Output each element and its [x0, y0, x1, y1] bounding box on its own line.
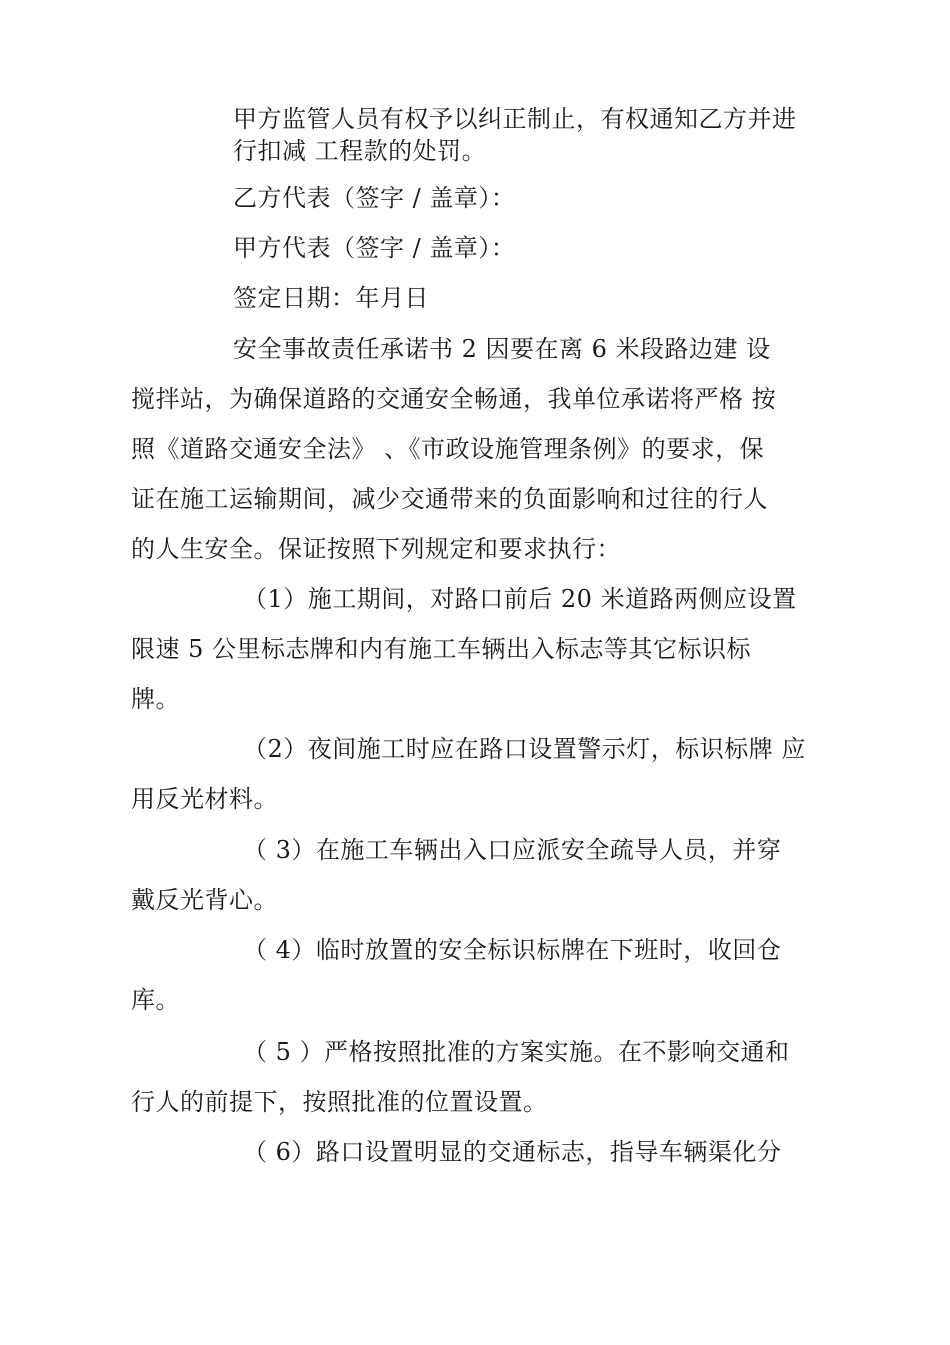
- list-item-3: （ 3）在施工车辆出入口应派安全疏导人员，并穿: [243, 836, 782, 864]
- list-item-1: （1）施工期间，对路口前后 20 米道路两侧应设置: [243, 585, 797, 613]
- list-item-5: （ 5 ）严格按照批准的方案实施。在不影响交通和: [243, 1038, 790, 1066]
- signature-line-party-a: 甲方代表（签字 / 盖章）：: [233, 234, 516, 262]
- signature-line-party-b: 乙方代表（签字 / 盖章）：: [233, 184, 516, 212]
- text-line: 戴反光背心。: [131, 886, 278, 914]
- text-line: 用反光材料。: [131, 785, 278, 813]
- text-line: 限速 5 公里标志牌和内有施工车辆出入标志等其它标识标: [131, 635, 752, 663]
- signing-date-line: 签定日期：年月日: [233, 284, 429, 312]
- list-item-2: （2）夜间施工时应在路口设置警示灯，标识标牌 应: [243, 735, 806, 763]
- text-line: 库。: [131, 986, 180, 1014]
- list-item-4: （ 4）临时放置的安全标识标牌在下班时，收回仓: [243, 936, 782, 964]
- text-line: 牌。: [131, 685, 180, 713]
- text-line: 照《道路交通安全法》 、《市政设施管理条例》的要求，保: [131, 435, 765, 463]
- text-line: 安全事故责任承诺书 2 因要在离 6 米段路边建 设: [233, 335, 771, 363]
- text-line: 证在施工运输期间，减少交通带来的负面影响和过往的行人: [131, 485, 768, 513]
- text-line: 行扣减 工程款的处罚。: [233, 137, 487, 165]
- text-line: 甲方监管人员有权予以纠正制止，有权通知乙方并进: [233, 105, 797, 133]
- text-line: 行人的前提下，按照批准的位置设置。: [131, 1088, 548, 1116]
- text-line: 的人生安全。保证按照下列规定和要求执行：: [131, 535, 621, 563]
- text-line: 搅拌站，为确保道路的交通安全畅通，我单位承诺将严格 按: [131, 385, 777, 413]
- list-item-6: （ 6）路口设置明显的交通标志，指导车辆渠化分: [243, 1138, 782, 1166]
